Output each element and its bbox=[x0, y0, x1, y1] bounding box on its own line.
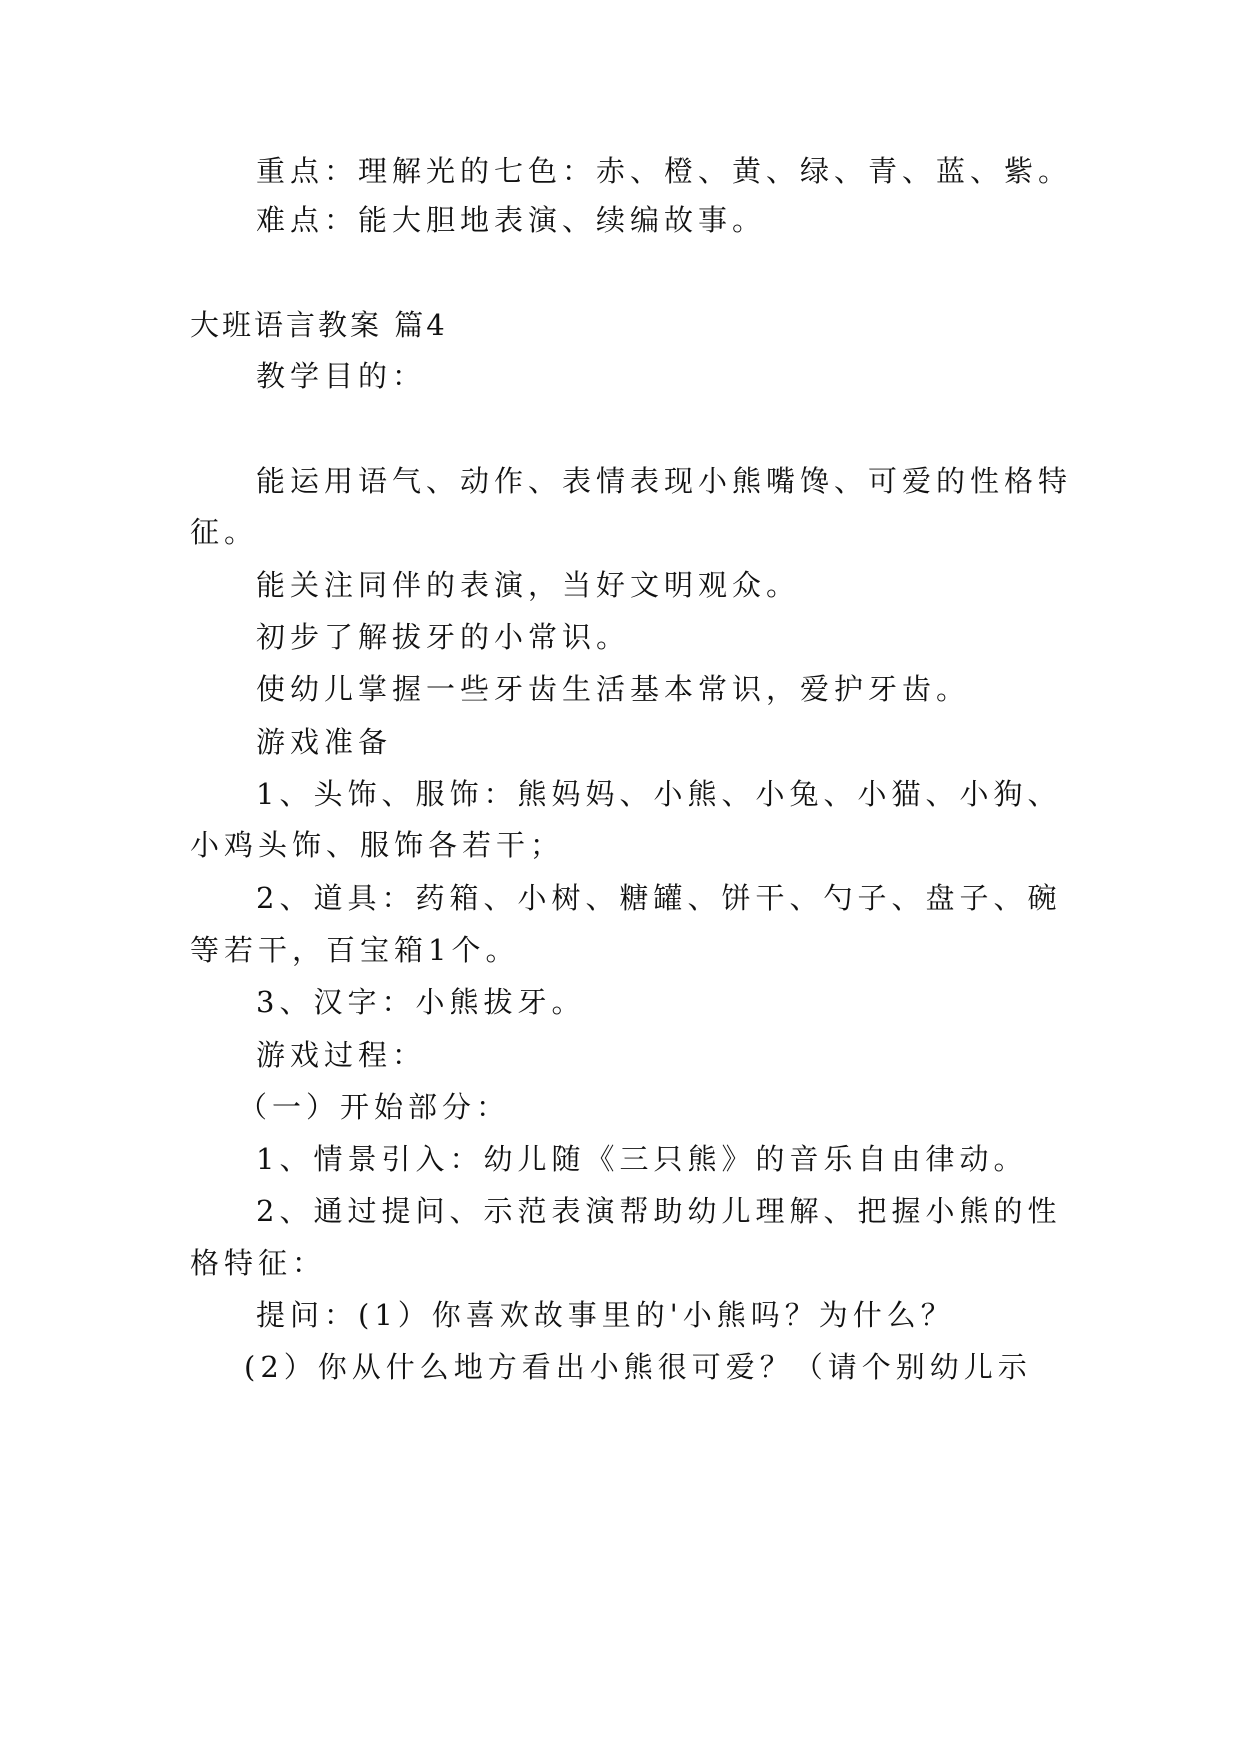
step-1: 1、情景引入：幼儿随《三只熊》的音乐自由律动。 bbox=[256, 1142, 1028, 1176]
objectives-heading: 教学目的： bbox=[256, 359, 427, 393]
prep-2-line-1: 2、道具：药箱、小树、糖罐、饼干、勺子、盘子、碗 bbox=[256, 881, 1062, 915]
prep-3: 3、汉字：小熊拔牙。 bbox=[256, 985, 586, 1019]
question-2: (2）你从什么地方看出小熊很可爱？（请个别幼儿示 bbox=[244, 1350, 1032, 1384]
part-1-heading: （一）开始部分： bbox=[238, 1090, 511, 1124]
objective-4: 使幼儿掌握一些牙齿生活基本常识，爱护牙齿。 bbox=[256, 672, 971, 706]
prep-1-line-2: 小鸡头饰、服饰各若干； bbox=[190, 828, 565, 862]
objective-1-line-1: 能运用语气、动作、表情表现小熊嘴馋、可爱的性格特 bbox=[256, 464, 1073, 498]
step-2-line-2: 格特征： bbox=[190, 1246, 327, 1280]
step-2-line-1: 2、通过提问、示范表演帮助幼儿理解、把握小熊的性 bbox=[256, 1194, 1062, 1228]
prep-1-line-1: 1、头饰、服饰：熊妈妈、小熊、小兔、小猫、小狗、 bbox=[256, 777, 1062, 811]
objective-2: 能关注同伴的表演，当好文明观众。 bbox=[256, 568, 801, 602]
difficulty-line: 难点：能大胆地表演、续编故事。 bbox=[256, 203, 767, 237]
objective-1-line-2: 征。 bbox=[190, 515, 259, 549]
objective-3: 初步了解拔牙的小常识。 bbox=[256, 620, 631, 654]
process-heading: 游戏过程： bbox=[256, 1038, 427, 1072]
prep-heading: 游戏准备 bbox=[256, 725, 393, 759]
section-title: 大班语言教案 篇4 bbox=[190, 308, 448, 342]
question-1: 提问：(1）你喜欢故事里的'小熊吗？为什么？ bbox=[256, 1298, 955, 1332]
prep-2-line-2: 等若干，百宝箱1个。 bbox=[190, 933, 520, 967]
key-point-line: 重点：理解光的七色：赤、橙、黄、绿、青、蓝、紫。 bbox=[256, 154, 1073, 188]
